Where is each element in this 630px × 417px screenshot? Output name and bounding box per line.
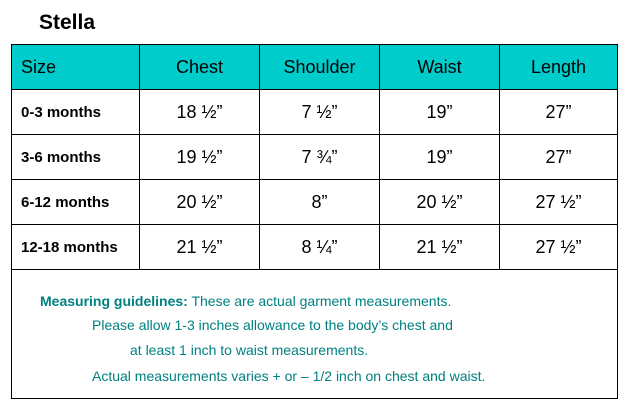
waist-cell: 19” — [380, 90, 500, 135]
header-chest: Chest — [140, 45, 260, 90]
measuring-guidelines — [12, 270, 618, 399]
chest-cell: 19 ½” — [140, 135, 260, 180]
size-cell: 0-3 months — [12, 90, 140, 135]
table-row — [12, 180, 618, 225]
header-length: Length — [500, 45, 618, 90]
page-title: Stella — [39, 11, 96, 34]
length-cell: 27” — [500, 135, 618, 180]
length-cell: 27 ½” — [500, 180, 618, 225]
chest-cell: 20 ½” — [140, 180, 260, 225]
guidelines-line-4: Actual measurements varies + or – 1/2 inch on chest and waist. — [92, 368, 486, 384]
size-chart-table — [11, 44, 618, 399]
shoulder-cell: 8” — [260, 180, 380, 225]
size-cell: 6-12 months — [12, 180, 140, 225]
header-size: Size — [12, 45, 140, 90]
length-cell: 27 ½” — [500, 225, 618, 270]
waist-cell: 20 ½” — [380, 180, 500, 225]
table-row — [12, 135, 618, 180]
table-row — [12, 90, 618, 135]
waist-cell: 21 ½” — [380, 225, 500, 270]
chest-cell: 21 ½” — [140, 225, 260, 270]
header-waist: Waist — [380, 45, 500, 90]
table-row — [12, 225, 618, 270]
shoulder-cell: 7 ¾” — [260, 135, 380, 180]
guidelines-text-1: These are actual garment measurements. — [187, 293, 452, 309]
length-cell: 27” — [500, 90, 618, 135]
shoulder-cell: 8 ¼” — [260, 225, 380, 270]
guidelines-line-1 — [40, 292, 451, 310]
shoulder-cell: 7 ½” — [260, 90, 380, 135]
notes-row — [12, 270, 618, 399]
chest-cell: 18 ½” — [140, 90, 260, 135]
waist-cell: 19” — [380, 135, 500, 180]
header-row — [12, 45, 618, 90]
header-shoulder: Shoulder — [260, 45, 380, 90]
guidelines-label: Measuring guidelines: — [40, 293, 188, 309]
size-cell: 3-6 months — [12, 135, 140, 180]
size-cell: 12-18 months — [12, 225, 140, 270]
guidelines-line-2: Please allow 1-3 inches allowance to the body’s chest and — [92, 317, 453, 333]
guidelines-line-3: at least 1 inch to waist measurements. — [130, 342, 369, 358]
